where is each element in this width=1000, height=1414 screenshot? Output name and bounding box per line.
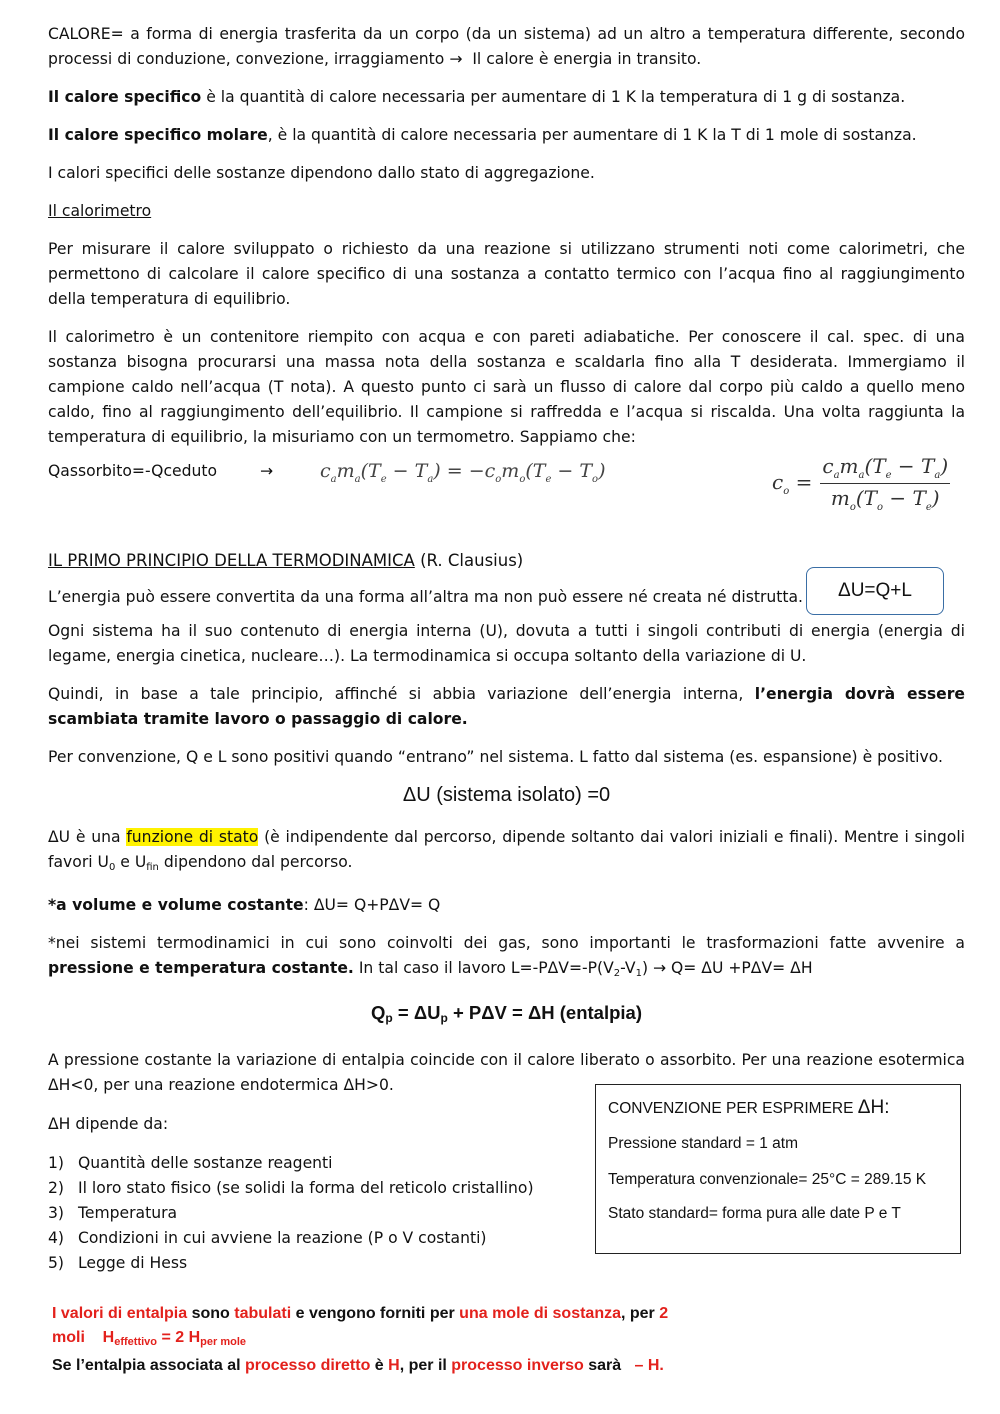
energy-exchange-paragraph: Quindi, in base a tale principio, affinché si abbia variazione dell’energia interna, l’energia dovrà essere scambiata tramite lavoro o passaggio di calore. (48, 685, 965, 728)
dh-list-item-2: 2) Il loro stato fisico (se solidi la forma del reticolo cristallino) (48, 1179, 534, 1197)
primo-principio-heading: IL PRIMO PRINCIPIO DELLA TERMODINAMICA (R. Clausius) (48, 551, 524, 570)
constant-volume-paragraph: *a volume e volume costante: ΔU= Q+PΔV= Q (48, 896, 441, 914)
enthalpy-note-3: Se l’entalpia associata al processo diretto è H, per il processo inverso sarà – H. (52, 1357, 664, 1374)
internal-energy-paragraph: Ogni sistema ha il suo contenuto di energia interna (U), dovuta a tutti i singoli contributi di energia (energia di legame, energia cinetica, nucleare…). La termodinamica si occupa soltanto della variazione di U. (48, 622, 965, 665)
state-function-highlight: funzione di stato (126, 828, 259, 846)
specific-heat-formula: $c_o$ = $c_am_a(T_e - T_a)$ $m_o(T_o - T_e)$ (772, 454, 949, 513)
dh-list-item-1: 1) Quantità delle sostanze reagenti (48, 1154, 333, 1172)
convention-item-temperature: Temperatura convenzionale= 25°C = 289.15 K (608, 1171, 927, 1188)
enthalpy-sign-paragraph: A pressione costante la variazione di entalpia coincide con il calore liberato o assorbito. Per una reazione esotermica ΔH<0, per una reazione endotermica ΔH>0. (48, 1051, 965, 1094)
constant-pressure-paragraph: *nei sistemi termodinamici in cui sono coinvolti dei gas, sono importanti le trasformazioni fatte avvenire a pressione e temperatura costante. In tal caso il lavoro L=-PΔV=-P(V2-V1) → Q= ΔU +PΔV= ΔH (48, 934, 965, 979)
dh-depends-list (48, 1112, 588, 1276)
dh-list-item-4: 4) Condizioni in cui avviene la reazione (P o V costanti) (48, 1229, 487, 1247)
energy-conservation-row (48, 581, 965, 611)
q-equation-label: Qassorbito=-Qceduto (48, 462, 218, 480)
dh-list-item-5: 5) Legge di Hess (48, 1254, 188, 1272)
convention-title: CONVENZIONE PER ESPRIMERE ΔH: (608, 1097, 890, 1118)
enthalpy-note-2: moli Heffettivo = 2 Hper mole (52, 1329, 247, 1348)
document-page (48, 22, 965, 1378)
sign-convention-paragraph: Per convenzione, Q e L sono positivi quando “entrano” nel sistema. L fatto dal sistema (es. espansione) è positivo. (48, 748, 943, 766)
calorimetro-paragraph-2: Il calorimetro è un contenitore riempito con acqua e con pareti adiabatiche. Per conoscere il cal. spec. di una sostanza bisogna procurarsi una massa nota della sostanza e scaldarla fino alla T desiderata. Immergiamo il campione caldo nell’acqua (T nota). A questo punto ci sarà un flusso di calore dal corpo più caldo a quello meno caldo, fino al raggiungimento dell’equilibrio. Il campione si raffredda e l’acqua si riscalda. Una volta raggiunta la temperatura di equilibrio, la misuriamo con un termometro. Sappiamo che: (48, 328, 965, 446)
convention-item-standard-state: Stato standard= forma pura alle date P e T (608, 1205, 901, 1222)
calorimetry-equation-row (48, 454, 965, 516)
energy-conservation-text: L’energia può essere convertita da una forma all’altra ma non può essere né creata né distrutta. (48, 588, 803, 606)
calorimetro-paragraph-1: Per misurare il calore sviluppato o richiesto da una reazione si utilizzano strumenti noti come calorimetri, che permettono di calcolare il calore specifico di una sostanza a contatto termico con l’acqua fino al raggiungimento della temperatura di equilibrio. (48, 240, 965, 308)
arrow-icon: → (260, 462, 274, 480)
dh-depends-title: ΔH dipende da: (48, 1115, 169, 1133)
calore-specifico-definition: Il calore specifico è la quantità di calore necessaria per aumentare di 1 K la temperatura di 1 g di sostanza. (48, 88, 906, 106)
isolated-system-equation: ΔU (sistema isolato) =0 (402, 784, 611, 806)
enthalpy-equation: Qp = ΔUp + PΔV = ΔH (entalpia) (371, 1002, 642, 1025)
first-law-formula: ΔU=Q+L (838, 580, 912, 601)
calori-specifici-note: I calori specifici delle sostanze dipendono dallo stato di aggregazione. (48, 164, 595, 182)
dh-section (48, 1097, 965, 1292)
calore-specifico-molare-definition: Il calore specifico molare, è la quantità di calore necessaria per aumentare di 1 K la T di 1 mole di sostanza. (48, 126, 917, 144)
enthalpy-notes (52, 1302, 965, 1378)
convention-item-pressure: Pressione standard = 1 atm (608, 1135, 798, 1152)
state-function-paragraph: ΔU è una funzione di stato (è indipendente dal percorso, dipende soltanto dai valori iniziali e finali). Mentre i singoli favori U0 e Ufin dipendono dal percorso. (48, 828, 965, 873)
enthalpy-note-1: I valori di entalpia sono tabulati e vengono forniti per una mole di sostanza, per 2 (52, 1305, 669, 1322)
first-law-box (806, 567, 944, 615)
dh-list-item-3: 3) Temperatura (48, 1204, 178, 1222)
calorimetro-heading: Il calorimetro (48, 202, 152, 220)
convention-box (595, 1084, 961, 1254)
calore-definition: CALORE= a forma di energia trasferita da un corpo (da un sistema) ad un altro a temperatura differente, secondo processi di conduzione, convezione, irraggiamento → Il calore è energia in transito. (48, 25, 965, 68)
heat-balance-formula: $c_am_a(T_e - T_a) = -c_om_o(T_e - T_o)$ (320, 460, 606, 485)
